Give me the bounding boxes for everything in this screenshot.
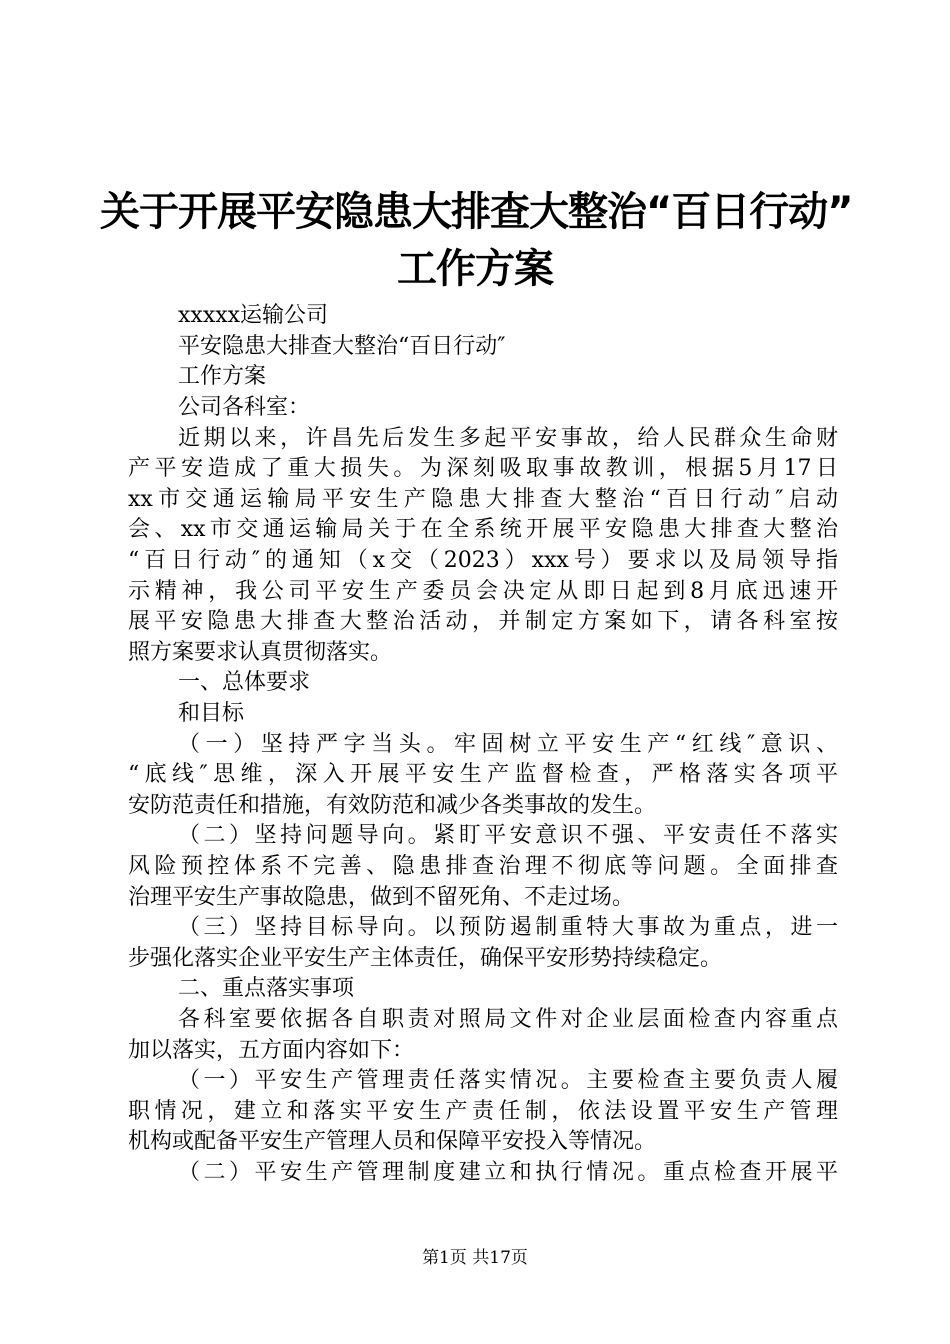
body-line: xx市交通运输局平安生产隐患大排查大整治“百日行动″启动 bbox=[128, 487, 838, 512]
section-heading: 二、重点落实事项 bbox=[178, 976, 355, 1001]
body-line: 各科室要依据各自职责对照局文件对企业层面检查内容重点 bbox=[178, 1007, 838, 1032]
subtitle-line: 工作方案 bbox=[178, 364, 267, 389]
body-line: （二）坚持问题导向。紧盯平安意识不强、平安责任不落实 bbox=[178, 823, 838, 848]
document-title-line-1: 关于开展平安隐患大排查大整治“百日行动” bbox=[100, 189, 853, 235]
body-line: 安防范责任和措施，有效防范和减少各类事故的发生。 bbox=[128, 793, 657, 818]
section-heading: 一、总体要求 bbox=[178, 670, 311, 695]
body-line: 机构或配备平安生产管理人员和保障平安投入等情况。 bbox=[128, 1129, 657, 1154]
subtitle-line: 平安隐患大排查大整治“百日行动″ bbox=[178, 334, 506, 359]
document-title-line-2: 工作方案 bbox=[397, 246, 553, 292]
body-line: 治理平安生产事故隐患，做到不留死角、不走过场。 bbox=[128, 885, 635, 910]
body-line: 照方案要求认真贯彻落实。 bbox=[128, 640, 393, 665]
company-name: xxxxx运输公司 bbox=[178, 303, 329, 328]
body-line: “底线″思维，深入开展平安生产监督检查，严格落实各项平 bbox=[128, 762, 838, 787]
body-line: 步强化落实企业平安生产主体责任，确保平安形势持续稳定。 bbox=[128, 946, 723, 971]
body-line: 职情况，建立和落实平安生产责任制，依法设置平安生产管理 bbox=[128, 1099, 838, 1124]
body-line: 会、xx市交通运输局关于在全系统开展平安隐患大排查大整治 bbox=[128, 517, 838, 542]
body-line: 产平安造成了重大损失。为深刻吸取事故教训，根据5月17日 bbox=[128, 456, 838, 481]
body-line: （一）坚持严字当头。牢固树立平安生产“红线″意识、 bbox=[178, 732, 838, 757]
body-line: （一）平安生产管理责任落实情况。主要检查主要负责人履 bbox=[178, 1068, 838, 1093]
section-heading: 和目标 bbox=[178, 701, 245, 726]
salutation: 公司各科室： bbox=[178, 395, 311, 420]
body-line: 展平安隐患大排查大整治活动，并制定方案如下，请各科室按 bbox=[128, 609, 838, 634]
body-line: 风险预控体系不完善、隐患排查治理不彻底等问题。全面排查 bbox=[128, 854, 838, 879]
body-line: （二）平安生产管理制度建立和执行情况。重点检查开展平 bbox=[178, 1160, 838, 1185]
body-line: 加以落实，五方面内容如下： bbox=[128, 1038, 415, 1063]
body-line: 示精神，我公司平安生产委员会决定从即日起到8月底迅速开 bbox=[128, 579, 838, 604]
body-line: “百日行动″的通知（x交（2023）xxx号）要求以及局领导指 bbox=[128, 548, 838, 573]
body-line: （三）坚持目标导向。以预防遏制重特大事故为重点，进一 bbox=[178, 915, 838, 940]
page-footer: 第1页 共17页 bbox=[422, 1248, 528, 1268]
body-line: 近期以来，许昌先后发生多起平安事故，给人民群众生命财 bbox=[178, 426, 838, 451]
